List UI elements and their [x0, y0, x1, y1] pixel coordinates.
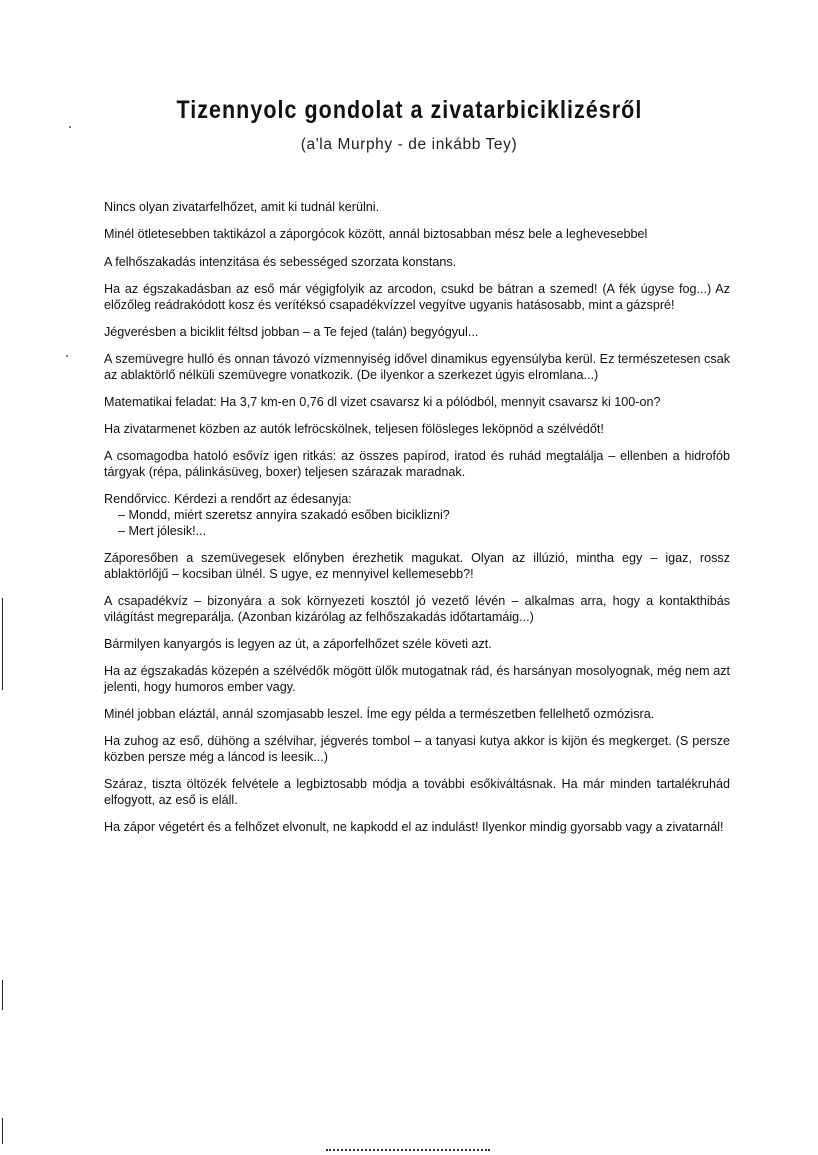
document-title: Tizennyolc gondolat a zivatarbiciklizésről [176, 96, 643, 124]
dialog-intro: Rendőrvicc. Kérdezi a rendőrt az édesanyja: [104, 492, 352, 506]
paragraph: Száraz, tiszta öltözék felvétele a legbiztosabb módja a további esőkiváltásnak. Ha már minden tartalékruhád elfogyott, az eső is eláll. [104, 777, 730, 807]
paragraph: Ha az égszakadás közepén a szélvédők mögött ülők mutogatnak rád, és harsányan mosolyognak, még nem azt jelenti, hogy humoros ember vagy. [104, 664, 730, 694]
scan-speck [66, 355, 68, 357]
paragraph: Nincs olyan zivatarfelhőzet, amit ki tudnál kerülni. [104, 200, 380, 214]
left-edge-scan-mark [2, 980, 3, 1010]
dialog-line: – Mondd, miért szeretsz annyira szakadó esőben biciklizni? [118, 508, 450, 522]
paragraph: Jégverésben a biciklit féltsd jobban – a Te fejed (talán) begyógyul... [104, 325, 479, 339]
paragraph: Bármilyen kanyargós is legyen az út, a záporfelhőzet széle követi azt. [104, 637, 492, 651]
paragraph: A felhőszakadás intenzitása és sebességed szorzata konstans. [104, 255, 457, 269]
paragraph: Ha zápor végetért és a felhőzet elvonult, ne kapkodd el az indulást! Ilyenkor mindig gyorsabb vagy a zivatarnál! [104, 820, 724, 834]
paragraph: Minél jobban eláztál, annál szomjasabb leszel. Íme egy példa a természetben fellelhető ozmózisra. [104, 707, 655, 721]
bottom-dotted-rule [326, 1149, 490, 1151]
paragraph: Ha zivatarmenet közben az autók lefröcskölnek, teljesen fölösleges leköpnöd a szélvédőt! [104, 422, 604, 436]
dialog-block [104, 491, 730, 539]
paragraph: Ha az égszakadásban az eső már végigfolyik az arcodon, csukd be bátran a szemed! (A fék úgyse fog...) Az előzőleg reádrakódott kosz és verítéksó csapadékvízzel vegyítve ugyanis hatásosabb, mint a gázspré! [104, 282, 730, 312]
document-body [104, 199, 730, 846]
paragraph: A szemüvegre hulló és onnan távozó vízmennyiség idővel dinamikus egyensúlyba kerül. Ez természetesen csak az ablaktörlő nélküli szemüvegre vonatkozik. (De ilyenkor a szerkezet úgyis elromlana...) [104, 352, 730, 382]
paragraph: A csomagodba hatoló esővíz igen ritkás: az összes papírod, iratod és ruhád megtalálja – ellenben a hidrofób tárgyak (répa, pálinkásüveg, boxer) teljesen szárazak maradnak. [104, 449, 730, 479]
paragraph: Minél ötletesebben taktikázol a záporgócok között, annál biztosabban mész bele a leghevesebbel [104, 227, 648, 241]
paragraph: A csapadékvíz – bizonyára a sok környezeti kosztól jó vezető lévén – alkalmas arra, hogy a kontakthibás világítást megreparálja. (Azonban kizárólag az felhőszakadás időtartamáig...) [104, 594, 730, 624]
paragraph: Záporesőben a szemüvegesek előnyben érezhetik magukat. Olyan az illúzió, mintha egy – igaz, rossz ablaktörlőjű – kocsiban ülnél. S ugye, ez mennyivel kellemesebb?! [104, 551, 730, 581]
scan-speck [69, 126, 71, 128]
paragraph: Matematikai feladat: Ha 3,7 km-en 0,76 dl vizet csavarsz ki a pólódból, mennyit csavarsz ki 100-on? [104, 395, 661, 409]
dialog-line: – Mert jólesik!... [118, 524, 207, 538]
left-edge-scan-mark [2, 1118, 3, 1144]
left-edge-scan-mark [2, 598, 3, 690]
document-subtitle: (a'la Murphy - de inkább Tey) [300, 136, 518, 153]
paragraph: Ha zuhog az eső, dühöng a szélvihar, jégverés tombol – a tanyasi kutya akkor is kijön és megkerget. (S persze közben persze még a láncod is leesik...) [104, 734, 730, 764]
